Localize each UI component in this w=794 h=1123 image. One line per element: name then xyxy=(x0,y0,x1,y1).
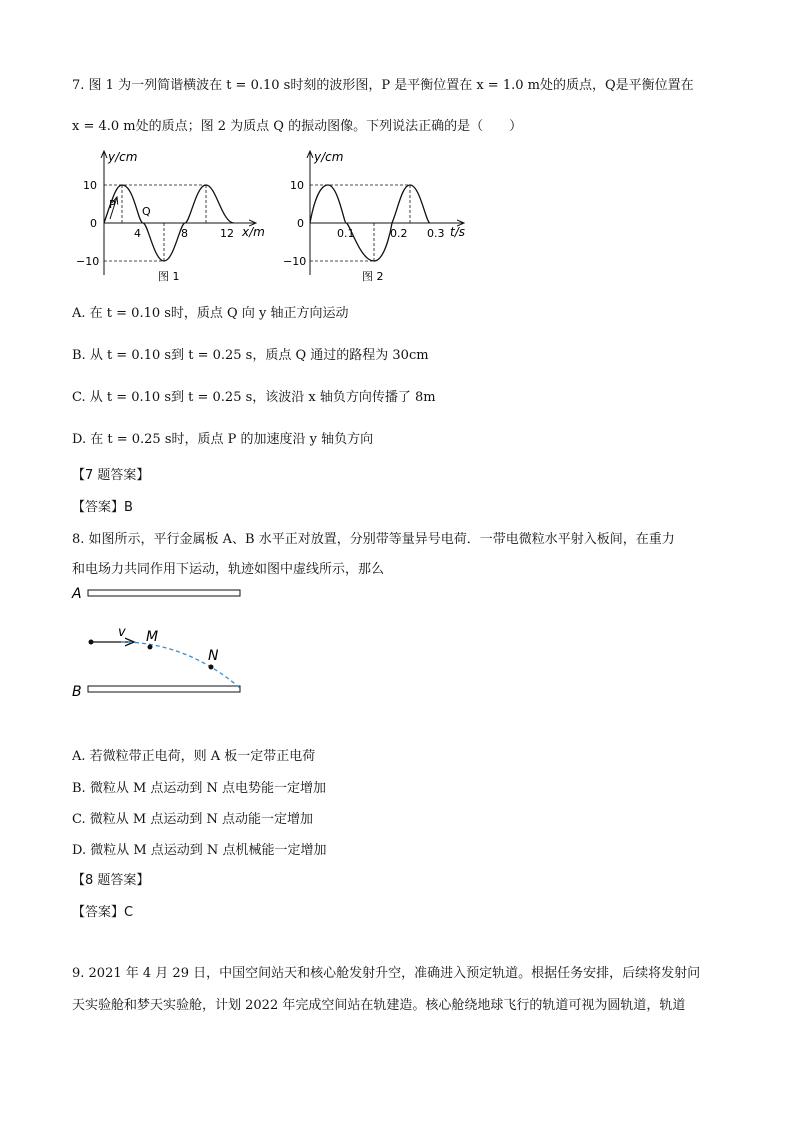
plate-a xyxy=(88,590,240,596)
fig2-ytick-0: 0 xyxy=(297,217,304,230)
q9-stem-line1: 9. 2021 年 4 月 29 日，中国空间站天和核心舱发射升空，准确进入预定轨道。根据任务安排，后续将发射问 xyxy=(72,966,701,981)
plate-b xyxy=(88,686,240,692)
fig2-ytick-10: 10 xyxy=(290,179,304,192)
trajectory-path xyxy=(121,642,240,688)
fig2-x-axis-label: t/s xyxy=(450,225,465,239)
plate-b-label: B xyxy=(72,684,82,700)
fig2-y-axis-label: y/cm xyxy=(314,150,344,164)
fig1-xtick-12: 12 xyxy=(220,227,234,240)
q7-figure-1 xyxy=(74,145,274,287)
fig1-x-axis-label: x/m xyxy=(242,225,265,239)
q8-option-a: A. 若微粒带正电荷，则 A 板一定带正电荷 xyxy=(72,749,316,764)
q7-option-a: A. 在 t = 0.10 s时，质点 Q 向 y 轴正方向运动 xyxy=(72,306,349,321)
q9-stem-line2: 天实验舱和梦天实验舱，计划 2022 年完成空间站在轨建造。核心舱绕地球飞行的轨道可视为圆轨道，轨道 xyxy=(72,998,686,1013)
point-m-label: M xyxy=(146,629,159,645)
q8-answer-heading: 【8 题答案】 xyxy=(72,873,150,888)
q8-option-b: B. 微粒从 M 点运动到 N 点电势能一定增加 xyxy=(72,781,327,796)
fig1-xtick-8: 8 xyxy=(181,227,188,240)
plate-a-label: A xyxy=(72,586,82,602)
q7-option-c: C. 从 t = 0.10 s到 t = 0.25 s，该波沿 x 轴负方向传播了 8m xyxy=(72,390,436,405)
q8-figure xyxy=(66,580,256,705)
q7-answer-heading: 【7 题答案】 xyxy=(72,468,150,483)
q8-option-d: D. 微粒从 M 点运动到 N 点机械能一定增加 xyxy=(72,843,327,858)
fig1-ytick-neg10: −10 xyxy=(76,255,100,268)
fig1-y-axis-label: y/cm xyxy=(108,150,138,164)
point-n-label: N xyxy=(208,648,219,664)
fig2-xtick-0-1: 0.1 xyxy=(337,227,355,240)
point-q-label: Q xyxy=(142,205,151,218)
q7-answer: 【答案】B xyxy=(72,500,133,515)
fig1-ytick-0: 0 xyxy=(90,217,97,230)
fig1-ytick-10: 10 xyxy=(83,179,97,192)
point-p-label: P xyxy=(109,198,116,211)
fig1-caption: 图 1 xyxy=(158,270,180,283)
q7-option-d: D. 在 t = 0.25 s时，质点 P 的加速度沿 y 轴负方向 xyxy=(72,432,374,447)
fig2-caption: 图 2 xyxy=(362,270,384,283)
point-n xyxy=(209,665,214,670)
q7-figure-2 xyxy=(282,145,482,287)
q8-answer: 【答案】C xyxy=(72,905,134,920)
velocity-label: v xyxy=(118,625,126,640)
q7-stem-line2: x = 4.0 m处的质点；图 2 为质点 Q 的振动图像。下列说法正确的是（ ） xyxy=(72,119,523,134)
q7-stem-line1: 7. 图 1 为一列简谐横波在 t = 0.10 s时刻的波形图，P 是平衡位置在 x = 1.0 m处的质点，Q是平衡位置在 xyxy=(72,78,694,93)
fig2-ytick-neg10: −10 xyxy=(283,255,307,268)
q8-stem-line1: 8. 如图所示，平行金属板 A、B 水平正对放置，分别带等量异号电荷．一带电微粒水平射入板间，在重力 xyxy=(72,532,675,547)
fig1-xtick-4: 4 xyxy=(134,227,141,240)
q8-option-c: C. 微粒从 M 点运动到 N 点动能一定增加 xyxy=(72,812,313,827)
point-m xyxy=(148,645,153,650)
fig2-xtick-0-3: 0.3 xyxy=(427,227,445,240)
fig2-xtick-0-2: 0.2 xyxy=(390,227,408,240)
q8-stem-line2: 和电场力共同作用下运动，轨迹如图中虚线所示，那么 xyxy=(72,562,385,577)
q7-option-b: B. 从 t = 0.10 s到 t = 0.25 s，质点 Q 通过的路程为 30cm xyxy=(72,348,429,363)
